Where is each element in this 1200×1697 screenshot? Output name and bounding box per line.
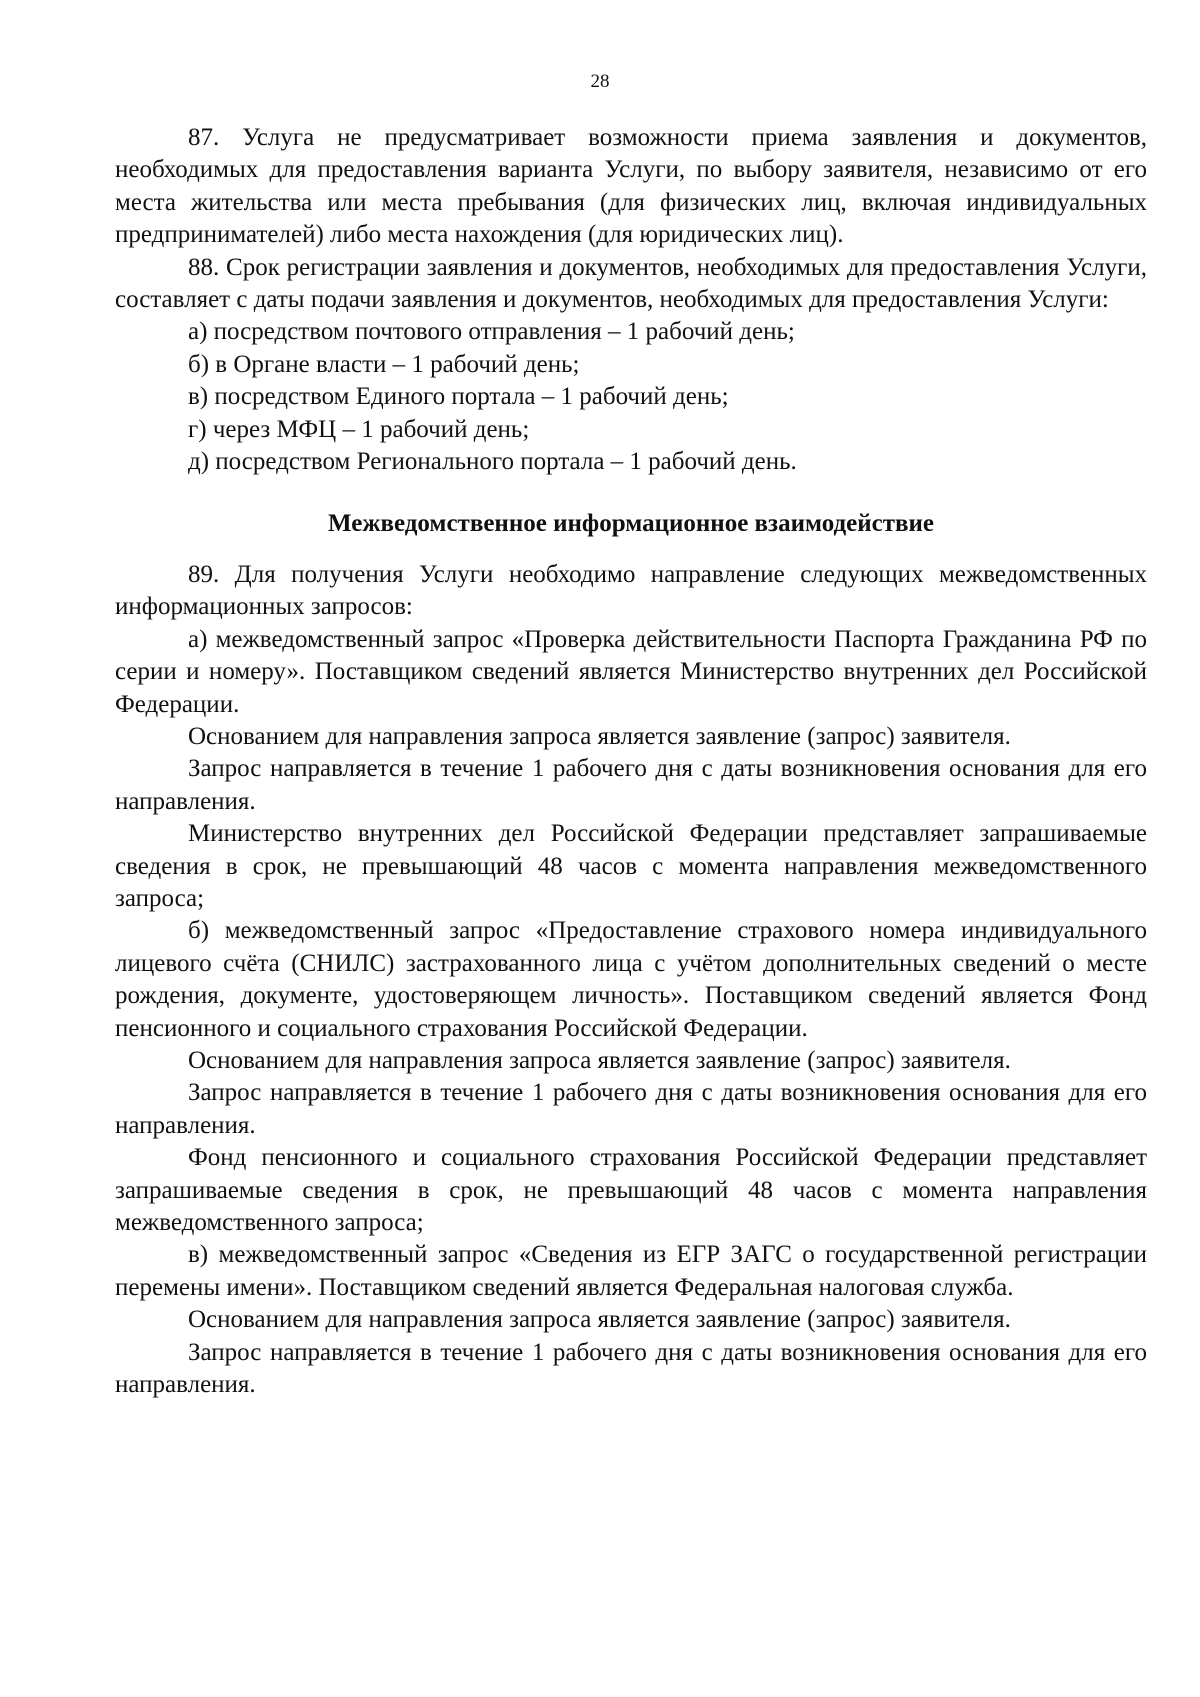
section-heading: Межведомственное информационное взаимодействие	[328, 510, 934, 538]
request-b: б) межведомственный запрос «Предоставление страхового номера индивидуального лицевого счёта (СНИЛС) застрахованного лица с учётом дополнительных сведений о месте рождения, документе, удостоверяющем личность». Поставщиком сведений является Фонд пенсионного и социального страхования Российской Федерации.	[115, 917, 1147, 1042]
request-a-response: Министерство внутренних дел Российской Федерации представляет запрашиваемые сведения в срок, не превышающий 48 часов с момента направления межведомственного запроса;	[115, 820, 1147, 912]
list-item-b: б) в Органе власти – 1 рабочий день;	[188, 350, 580, 378]
request-a-timing: Запрос направляется в течение 1 рабочего дня с даты возникновения основания для его направления.	[115, 755, 1147, 815]
request-b-timing: Запрос направляется в течение 1 рабочего дня с даты возникновения основания для его направления.	[115, 1079, 1147, 1139]
request-a-basis: Основанием для направления запроса является заявление (запрос) заявителя.	[188, 722, 1011, 750]
list-item-a: а) посредством почтового отправления – 1 рабочий день;	[188, 318, 795, 346]
request-b-basis: Основанием для направления запроса является заявление (запрос) заявителя.	[188, 1046, 1011, 1074]
request-v-timing: Запрос направляется в течение 1 рабочего дня с даты возникновения основания для его направления.	[115, 1338, 1147, 1399]
request-b-response: Фонд пенсионного и социального страхования Российской Федерации представляет запрашиваемые сведения в срок, не превышающий 48 часов с момента направления межведомственного запроса;	[115, 1144, 1147, 1236]
list-item-v: в) посредством Единого портала – 1 рабочий день;	[188, 383, 729, 411]
page-number: 28	[590, 71, 610, 92]
request-v-basis: Основанием для направления запроса является заявление (запрос) заявителя.	[188, 1306, 1011, 1334]
request-v: в) межведомственный запрос «Сведения из ЕГР ЗАГС о государственной регистрации перемены имени». Поставщиком сведений является Федеральная налоговая служба.	[115, 1241, 1147, 1301]
document-body	[115, 122, 1147, 1401]
request-a: а) межведомственный запрос «Проверка действительности Паспорта Гражданина РФ по серии и номеру». Поставщиком сведений является Министерство внутренних дел Российской Федерации.	[115, 625, 1147, 718]
paragraph-87: 87. Услуга не предусматривает возможности приема заявления и документов, необходимых для предоставления варианта Услуги, по выбору заявителя, независимо от его места жительства или места пребывания (для физических лиц, включая индивидуальных предпринимателей) либо места нахождения (для юридических лиц).	[115, 124, 1147, 249]
list-item-d: д) посредством Регионального портала – 1 рабочий день.	[188, 448, 797, 476]
paragraph-88: 88. Срок регистрации заявления и документов, необходимых для предоставления Услуги, составляет с даты подачи заявления и документов, необходимых для предоставления Услуги:	[115, 253, 1147, 314]
paragraph-89: 89. Для получения Услуги необходимо направление следующих межведомственных информационных запросов:	[115, 560, 1147, 621]
list-item-g: г) через МФЦ – 1 рабочий день;	[188, 415, 530, 443]
